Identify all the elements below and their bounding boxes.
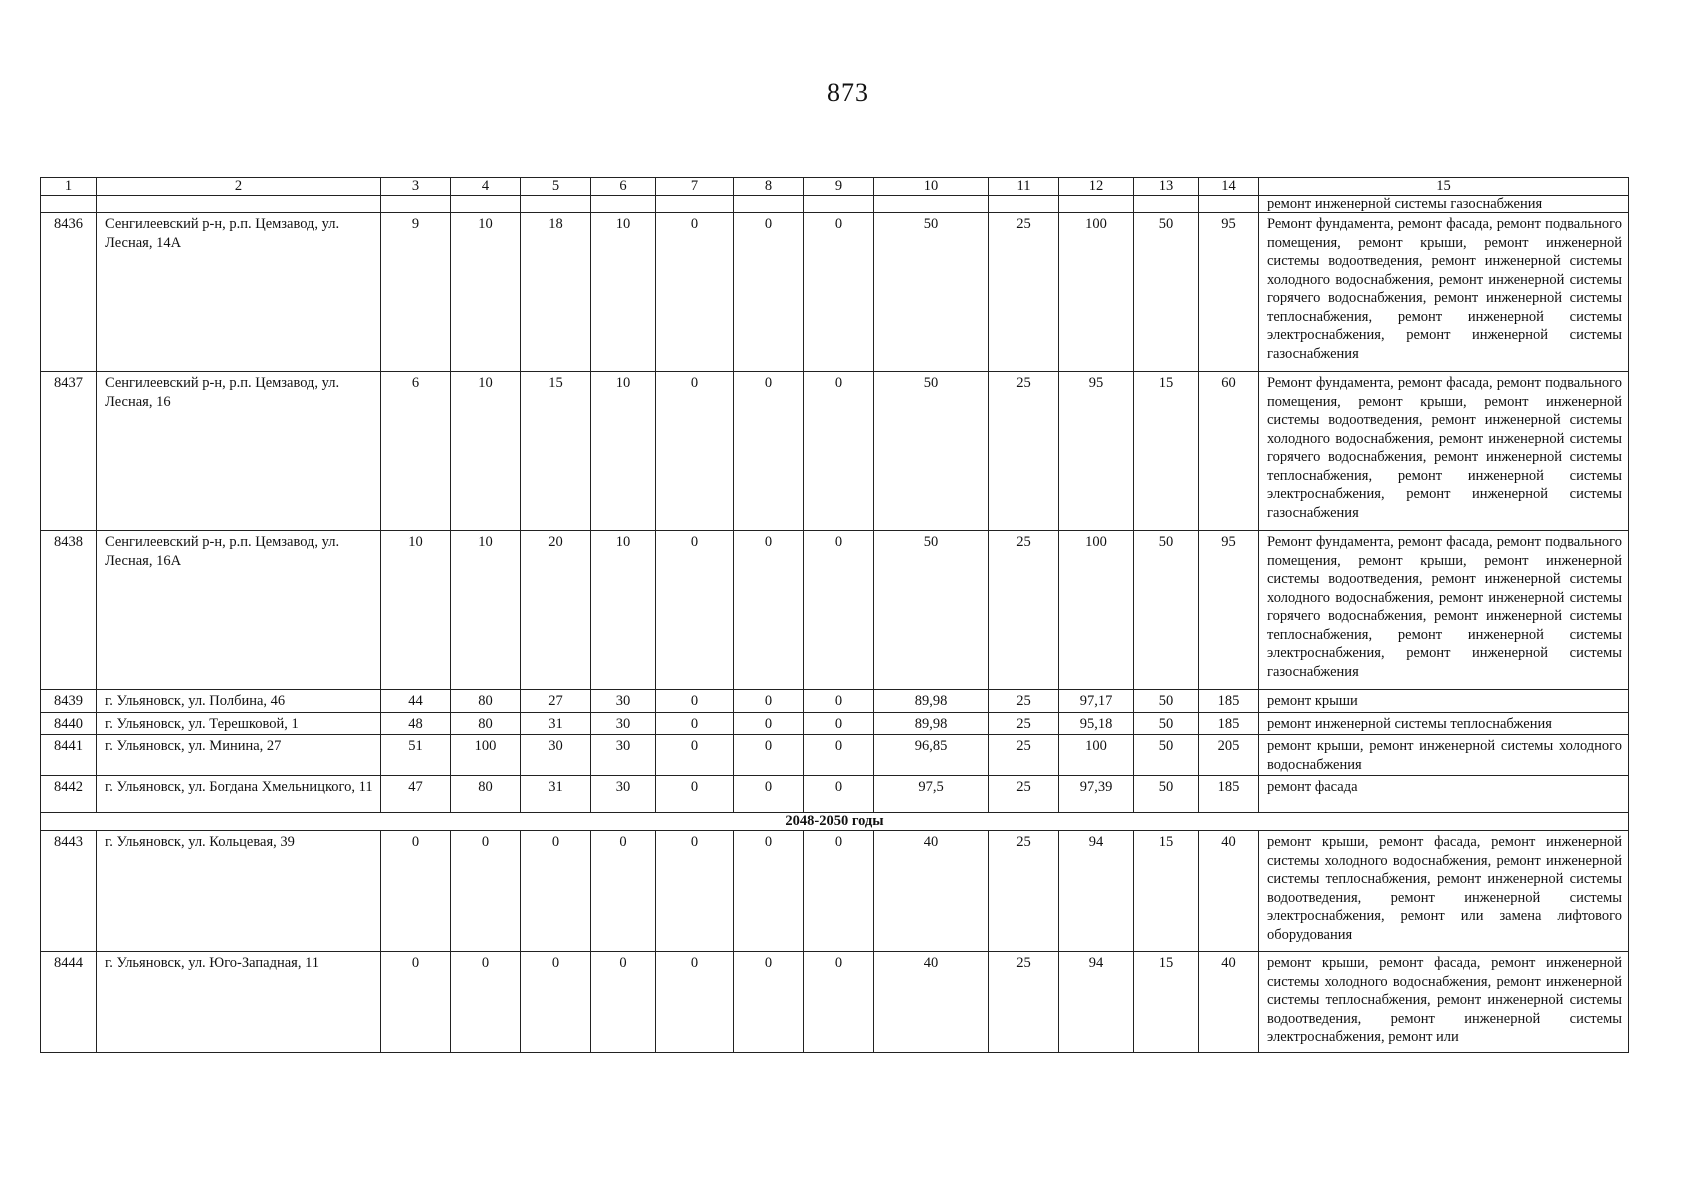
column-header: 12 [1059, 178, 1134, 196]
empty-cell [521, 196, 591, 213]
row-number-cell: 8440 [41, 712, 97, 735]
value-cell-c7: 0 [656, 776, 734, 813]
value-cell-c12: 100 [1059, 735, 1134, 776]
value-cell-c10: 50 [874, 531, 989, 690]
works-cell: ремонт крыши [1259, 690, 1629, 713]
value-cell-c9: 0 [804, 712, 874, 735]
value-cell-c13: 50 [1134, 531, 1199, 690]
value-cell-c14: 95 [1199, 531, 1259, 690]
value-cell-c13: 15 [1134, 372, 1199, 531]
column-header: 11 [989, 178, 1059, 196]
value-cell-c11: 25 [989, 831, 1059, 952]
column-header: 14 [1199, 178, 1259, 196]
value-cell-c5: 18 [521, 213, 591, 372]
value-cell-c7: 0 [656, 213, 734, 372]
empty-cell [734, 196, 804, 213]
value-cell-c7: 0 [656, 531, 734, 690]
value-cell-c5: 0 [521, 831, 591, 952]
value-cell-c6: 0 [591, 952, 656, 1053]
address-cell: г. Ульяновск, ул. Терешковой, 1 [97, 712, 381, 735]
value-cell-c12: 95 [1059, 372, 1134, 531]
value-cell-c6: 0 [591, 831, 656, 952]
value-cell-c12: 97,17 [1059, 690, 1134, 713]
value-cell-c9: 0 [804, 372, 874, 531]
works-cell: ремонт фасада [1259, 776, 1629, 813]
period-row [41, 813, 1629, 831]
value-cell-c12: 100 [1059, 213, 1134, 372]
value-cell-c10: 40 [874, 831, 989, 952]
value-cell-c3: 44 [381, 690, 451, 713]
works-cell: ремонт крыши, ремонт инженерной системы холодного водоснабжения [1259, 735, 1629, 776]
value-cell-c7: 0 [656, 690, 734, 713]
value-cell-c7: 0 [656, 712, 734, 735]
works-cell: ремонт инженерной системы газоснабжения [1259, 196, 1629, 213]
value-cell-c11: 25 [989, 213, 1059, 372]
value-cell-c6: 30 [591, 735, 656, 776]
empty-cell [1134, 196, 1199, 213]
value-cell-c11: 25 [989, 531, 1059, 690]
value-cell-c7: 0 [656, 952, 734, 1053]
address-cell: Сенгилеевский р-н, р.п. Цемзавод, ул. Лесная, 16А [97, 531, 381, 690]
value-cell-c9: 0 [804, 952, 874, 1053]
row-number-cell: 8437 [41, 372, 97, 531]
table-row [41, 531, 1629, 690]
value-cell-c6: 10 [591, 372, 656, 531]
value-cell-c10: 40 [874, 952, 989, 1053]
value-cell-c9: 0 [804, 531, 874, 690]
value-cell-c12: 94 [1059, 952, 1134, 1053]
column-header: 15 [1259, 178, 1629, 196]
empty-cell [1199, 196, 1259, 213]
value-cell-c4: 0 [451, 952, 521, 1053]
column-header: 7 [656, 178, 734, 196]
empty-cell [381, 196, 451, 213]
table-row [41, 831, 1629, 952]
value-cell-c8: 0 [734, 213, 804, 372]
address-cell: г. Ульяновск, ул. Богдана Хмельницкого, 11 [97, 776, 381, 813]
empty-cell [656, 196, 734, 213]
value-cell-c10: 89,98 [874, 712, 989, 735]
value-cell-c11: 25 [989, 690, 1059, 713]
value-cell-c3: 6 [381, 372, 451, 531]
column-header: 1 [41, 178, 97, 196]
value-cell-c12: 94 [1059, 831, 1134, 952]
value-cell-c12: 100 [1059, 531, 1134, 690]
value-cell-c10: 97,5 [874, 776, 989, 813]
column-header: 13 [1134, 178, 1199, 196]
table-row [41, 213, 1629, 372]
value-cell-c3: 47 [381, 776, 451, 813]
value-cell-c8: 0 [734, 952, 804, 1053]
value-cell-c7: 0 [656, 735, 734, 776]
column-header: 10 [874, 178, 989, 196]
address-cell: г. Ульяновск, ул. Кольцевая, 39 [97, 831, 381, 952]
empty-cell [804, 196, 874, 213]
value-cell-c12: 95,18 [1059, 712, 1134, 735]
value-cell-c9: 0 [804, 776, 874, 813]
value-cell-c10: 50 [874, 372, 989, 531]
value-cell-c14: 40 [1199, 952, 1259, 1053]
works-cell: ремонт крыши, ремонт фасада, ремонт инженерной системы холодного водоснабжения, ремонт инженерной системы теплоснабжения, ремонт инженерной системы водоотведения, ремонт инженерной системы электроснабжения, ремонт или [1259, 952, 1629, 1053]
value-cell-c9: 0 [804, 213, 874, 372]
value-cell-c8: 0 [734, 712, 804, 735]
value-cell-c8: 0 [734, 831, 804, 952]
value-cell-c3: 48 [381, 712, 451, 735]
value-cell-c3: 0 [381, 952, 451, 1053]
empty-cell [989, 196, 1059, 213]
value-cell-c9: 0 [804, 735, 874, 776]
column-header: 4 [451, 178, 521, 196]
value-cell-c11: 25 [989, 712, 1059, 735]
address-cell: г. Ульяновск, ул. Юго-Западная, 11 [97, 952, 381, 1053]
capital-repair-table [40, 177, 1629, 1053]
value-cell-c8: 0 [734, 372, 804, 531]
table-row [41, 776, 1629, 813]
value-cell-c8: 0 [734, 776, 804, 813]
value-cell-c11: 25 [989, 372, 1059, 531]
row-number-cell: 8439 [41, 690, 97, 713]
address-cell: Сенгилеевский р-н, р.п. Цемзавод, ул. Лесная, 16 [97, 372, 381, 531]
value-cell-c6: 30 [591, 690, 656, 713]
table-row [41, 690, 1629, 713]
empty-cell [451, 196, 521, 213]
value-cell-c10: 96,85 [874, 735, 989, 776]
column-header: 8 [734, 178, 804, 196]
value-cell-c13: 50 [1134, 776, 1199, 813]
value-cell-c5: 30 [521, 735, 591, 776]
value-cell-c5: 27 [521, 690, 591, 713]
value-cell-c11: 25 [989, 952, 1059, 1053]
table-row [41, 735, 1629, 776]
value-cell-c4: 100 [451, 735, 521, 776]
value-cell-c9: 0 [804, 690, 874, 713]
value-cell-c3: 0 [381, 831, 451, 952]
address-cell: г. Ульяновск, ул. Полбина, 46 [97, 690, 381, 713]
value-cell-c4: 80 [451, 776, 521, 813]
value-cell-c8: 0 [734, 735, 804, 776]
value-cell-c13: 15 [1134, 952, 1199, 1053]
column-header: 5 [521, 178, 591, 196]
value-cell-c5: 15 [521, 372, 591, 531]
empty-cell [1059, 196, 1134, 213]
value-cell-c3: 51 [381, 735, 451, 776]
value-cell-c4: 80 [451, 690, 521, 713]
rows-body [41, 213, 1629, 813]
value-cell-c3: 10 [381, 531, 451, 690]
value-cell-c6: 30 [591, 712, 656, 735]
value-cell-c10: 89,98 [874, 690, 989, 713]
continuation-row [41, 196, 1629, 213]
value-cell-c10: 50 [874, 213, 989, 372]
empty-cell [97, 196, 381, 213]
row-number-cell: 8436 [41, 213, 97, 372]
value-cell-c4: 10 [451, 372, 521, 531]
header-row [41, 178, 1629, 196]
value-cell-c4: 10 [451, 213, 521, 372]
value-cell-c13: 50 [1134, 735, 1199, 776]
column-header: 3 [381, 178, 451, 196]
value-cell-c6: 10 [591, 531, 656, 690]
value-cell-c14: 185 [1199, 776, 1259, 813]
value-cell-c5: 31 [521, 712, 591, 735]
value-cell-c11: 25 [989, 735, 1059, 776]
empty-cell [874, 196, 989, 213]
value-cell-c5: 0 [521, 952, 591, 1053]
value-cell-c14: 185 [1199, 712, 1259, 735]
value-cell-c11: 25 [989, 776, 1059, 813]
value-cell-c14: 40 [1199, 831, 1259, 952]
value-cell-c4: 0 [451, 831, 521, 952]
value-cell-c14: 60 [1199, 372, 1259, 531]
value-cell-c8: 0 [734, 531, 804, 690]
row-number-cell: 8444 [41, 952, 97, 1053]
row-number-cell: 8441 [41, 735, 97, 776]
table-row [41, 712, 1629, 735]
works-cell: Ремонт фундамента, ремонт фасада, ремонт подвального помещения, ремонт крыши, ремонт инженерной системы водоотведения, ремонт инженерной системы холодного водоснабжения, ремонт инженерной системы горячего водоснабжения, ремонт инженерной системы теплоснабжения, ремонт инженерной системы электроснабжения, ремонт инженерной системы газоснабжения [1259, 372, 1629, 531]
works-cell: Ремонт фундамента, ремонт фасада, ремонт подвального помещения, ремонт крыши, ремонт инженерной системы водоотведения, ремонт инженерной системы холодного водоснабжения, ремонт инженерной системы горячего водоснабжения, ремонт инженерной системы теплоснабжения, ремонт инженерной системы электроснабжения, ремонт инженерной системы газоснабжения [1259, 213, 1629, 372]
works-cell: Ремонт фундамента, ремонт фасада, ремонт подвального помещения, ремонт крыши, ремонт инженерной системы водоотведения, ремонт инженерной системы холодного водоснабжения, ремонт инженерной системы горячего водоснабжения, ремонт инженерной системы теплоснабжения, ремонт инженерной системы электроснабжения, ремонт инженерной системы газоснабжения [1259, 531, 1629, 690]
value-cell-c14: 205 [1199, 735, 1259, 776]
value-cell-c12: 97,39 [1059, 776, 1134, 813]
row-number-cell: 8438 [41, 531, 97, 690]
value-cell-c9: 0 [804, 831, 874, 952]
row-number-cell: 8443 [41, 831, 97, 952]
column-header: 2 [97, 178, 381, 196]
value-cell-c4: 80 [451, 712, 521, 735]
value-cell-c6: 30 [591, 776, 656, 813]
value-cell-c4: 10 [451, 531, 521, 690]
value-cell-c13: 50 [1134, 690, 1199, 713]
table-row [41, 372, 1629, 531]
period-label: 2048-2050 годы [41, 813, 1629, 831]
value-cell-c6: 10 [591, 213, 656, 372]
empty-cell [591, 196, 656, 213]
value-cell-c5: 20 [521, 531, 591, 690]
value-cell-c13: 50 [1134, 213, 1199, 372]
value-cell-c7: 0 [656, 372, 734, 531]
page-number: 873 [827, 78, 869, 107]
column-header: 9 [804, 178, 874, 196]
value-cell-c7: 0 [656, 831, 734, 952]
row-number-cell: 8442 [41, 776, 97, 813]
value-cell-c14: 185 [1199, 690, 1259, 713]
value-cell-c8: 0 [734, 690, 804, 713]
value-cell-c13: 15 [1134, 831, 1199, 952]
works-cell: ремонт крыши, ремонт фасада, ремонт инженерной системы холодного водоснабжения, ремонт инженерной системы теплоснабжения, ремонт инженерной системы водоотведения, ремонт инженерной системы электроснабжения, ремонт или замена лифтового оборудования [1259, 831, 1629, 952]
value-cell-c13: 50 [1134, 712, 1199, 735]
value-cell-c5: 31 [521, 776, 591, 813]
table-row [41, 952, 1629, 1053]
empty-cell [41, 196, 97, 213]
address-cell: г. Ульяновск, ул. Минина, 27 [97, 735, 381, 776]
value-cell-c3: 9 [381, 213, 451, 372]
column-header: 6 [591, 178, 656, 196]
works-cell: ремонт инженерной системы теплоснабжения [1259, 712, 1629, 735]
address-cell: Сенгилеевский р-н, р.п. Цемзавод, ул. Лесная, 14А [97, 213, 381, 372]
value-cell-c14: 95 [1199, 213, 1259, 372]
rows2-body [41, 831, 1629, 1053]
